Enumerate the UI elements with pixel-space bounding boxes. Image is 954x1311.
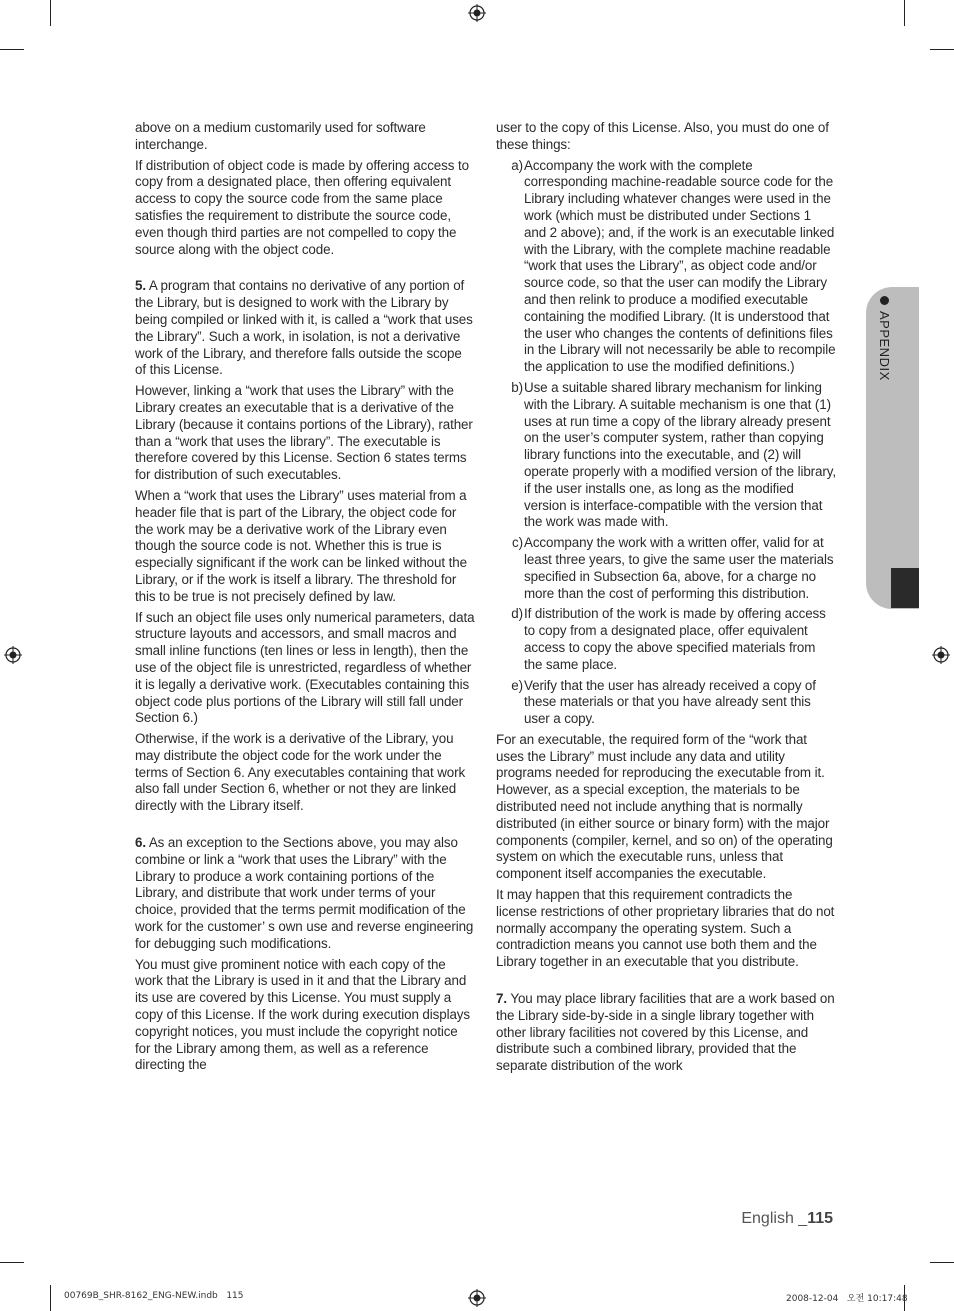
list-text: If distribution of the work is made by offering access to copy from a designated place, offer equivalent access to copy the above specified materials from the same place.: [524, 606, 826, 672]
section-text: As an exception to the Sections above, you may also combine or link a “work that uses the Library” with the Library to produce a work containing portions of the Library, and distribute that work under terms of your choice, provided that the terms permit modification of the work for the customer’ s own use and reverse engineering for debugging such modifications.: [135, 835, 474, 951]
list-item: [496, 158, 836, 376]
section-text: You may place library facilities that are a work based on the Library side-by-side in a single library together with other library facilities not covered by this License, and distribute such a combined library, provided that the separate distribution of the work: [496, 991, 835, 1074]
list-marker: c): [512, 535, 523, 551]
section-text: A program that contains no derivative of any portion of the Library, but is designed to work with the Library by being compiled or linked with it, is called a “work that uses the Library”. Such a work, in isolation, is not a derivative work of the Library, and therefore falls outside the scope of this License.: [135, 278, 473, 378]
paragraph: For an executable, the required form of the “work that uses the Library” must include any data and utility programs needed for reproducing the executable from it. However, as a special exception, the materials to be distributed need not include anything that is normally distributed (in either source or binary form) with the major components (compiler, kernel, and so on) of the operating system on which the executable runs, unless that component itself accompanies the executable.: [496, 731, 833, 882]
list-marker: e): [511, 677, 523, 693]
list-text: Accompany the work with the complete corresponding machine-readable source code for the Library including whatever changes were used in the work (which must be distributed under Sections 1 and 2 above); and, if the work is an executable linked with the Library, with the complete machine readable “work that uses the Library”, as object code and/or source code, so that the user can modify the Library and then relink to produce a modified executable containing the modified Library. (It is understood that the user who changes the contents of definitions files in the Library will not necessarily be able to recompile the application to use the modified definitions.): [524, 157, 836, 375]
paragraph: However, linking a “work that uses the Library” with the Library creates an executable that is a derivative of the Library (because it contains portions of the Library), rather than a “work that uses the library”. The executable is therefore covered by this License. Section 6 states terms for distribution of such executables.: [135, 383, 473, 483]
crop-mark: [0, 1262, 24, 1263]
paragraph: You must give prominent notice with each copy of the work that the Library is used in it and that the Library and its use are covered by this License. You must supply a copy of this License. If the work during execution displays copyright notices, you must include the copyright notice for the Library among them, as well as a reference directing the: [135, 956, 470, 1073]
crop-mark: [50, 0, 51, 26]
chapter-tab-marker: [891, 568, 919, 608]
registration-mark-icon: [932, 646, 950, 664]
list-marker: d): [511, 606, 523, 622]
crop-mark: [50, 1285, 51, 1311]
paragraph: If distribution of object code is made by offering access to copy from a designated place, then offering equivalent access to copy the source code from the same place satisfies the requirement to distribute the source code, even though third parties are not compelled to copy the source along with the object code.: [135, 157, 469, 257]
page-number: [700, 1210, 833, 1228]
list-marker: a): [511, 157, 523, 173]
crop-mark: [904, 0, 905, 26]
list-item: [496, 535, 836, 602]
section-number: 6.: [135, 835, 146, 851]
chapter-tab-label: [862, 296, 892, 381]
registration-mark-icon: [4, 646, 22, 664]
date-slug: 2008-12-04 오전 10:17:48: [786, 1294, 908, 1304]
list-text: Verify that the user has already received a copy of these materials or that you have already sent this user a copy.: [524, 677, 816, 727]
registration-mark-icon: [468, 4, 486, 22]
right-column: [496, 120, 836, 1079]
section-7: [496, 991, 836, 1075]
crop-mark: [930, 1262, 954, 1263]
list: [496, 158, 836, 728]
paragraph: Otherwise, if the work is a derivative of the Library, you may distribute the object code for the work under the terms of Section 6. Any executables containing that work also fall under Section 6, whether or not they are linked directly with the Library itself.: [135, 731, 466, 814]
paragraph: It may happen that this requirement contradicts the license restrictions of other proprietary libraries that do not normally accompany the operating system. Such a contradiction means you cannot use both them and the Library together in an executable that you distribute.: [496, 887, 835, 970]
list-marker: b): [511, 379, 523, 395]
registration-mark-icon: [468, 1289, 486, 1307]
paragraph: user to the copy of this License. Also, you must do one of these things:: [496, 120, 829, 152]
crop-mark: [930, 49, 954, 50]
paragraph: above on a medium customarily used for software interchange.: [135, 120, 426, 152]
list-item: [496, 678, 836, 728]
list-text: Accompany the work with a written offer, valid for at least three years, to give the same user the materials specified in Subsection 6a, above, for a charge no more than the cost of performing this distribution.: [524, 535, 834, 601]
list-text: Use a suitable shared library mechanism for linking with the Library. A suitable mechanism is one that (1) uses at run time a copy of the library already present on the user’s computer system, rather than copying library functions into the executable, and (2) will operate properly with a modified version of the library, if the user installs one, as long as the modified version is interface-compatible with the version that the work was made with.: [524, 379, 836, 530]
bullet-icon: [880, 296, 889, 305]
list-item: [496, 606, 836, 673]
language-label: English _: [741, 1210, 808, 1227]
section-number: 5.: [135, 278, 146, 294]
crop-mark: [0, 49, 24, 50]
paragraph: If such an object file uses only numerical parameters, data structure layouts and accessors, and small macros and small inline functions (ten lines or less in length), then the use of the object file is unrestricted, regardless of whether it is legally a derivative work. (Executables containing this object code plus portions of the Library will still fall under Section 6.): [135, 609, 475, 726]
page-number-value: 115: [807, 1210, 833, 1227]
section-6: [135, 835, 475, 953]
left-column: [135, 120, 475, 1078]
list-item: [496, 380, 836, 531]
chapter-title: APPENDIX: [877, 311, 892, 381]
file-slug: 00769B_SHR-8162_ENG-NEW.indb 115: [64, 1291, 244, 1301]
paragraph: When a “work that uses the Library” uses material from a header file that is part of the Library, the object code for the work may be a derivative work of the Library even though the source code is not. Whether this is true is especially significant if the work can be linked without the Library, or if the work is itself a library. The threshold for this to be true is not precisely defined by law.: [135, 487, 467, 604]
section-number: 7.: [496, 991, 507, 1007]
section-5: [135, 278, 475, 379]
